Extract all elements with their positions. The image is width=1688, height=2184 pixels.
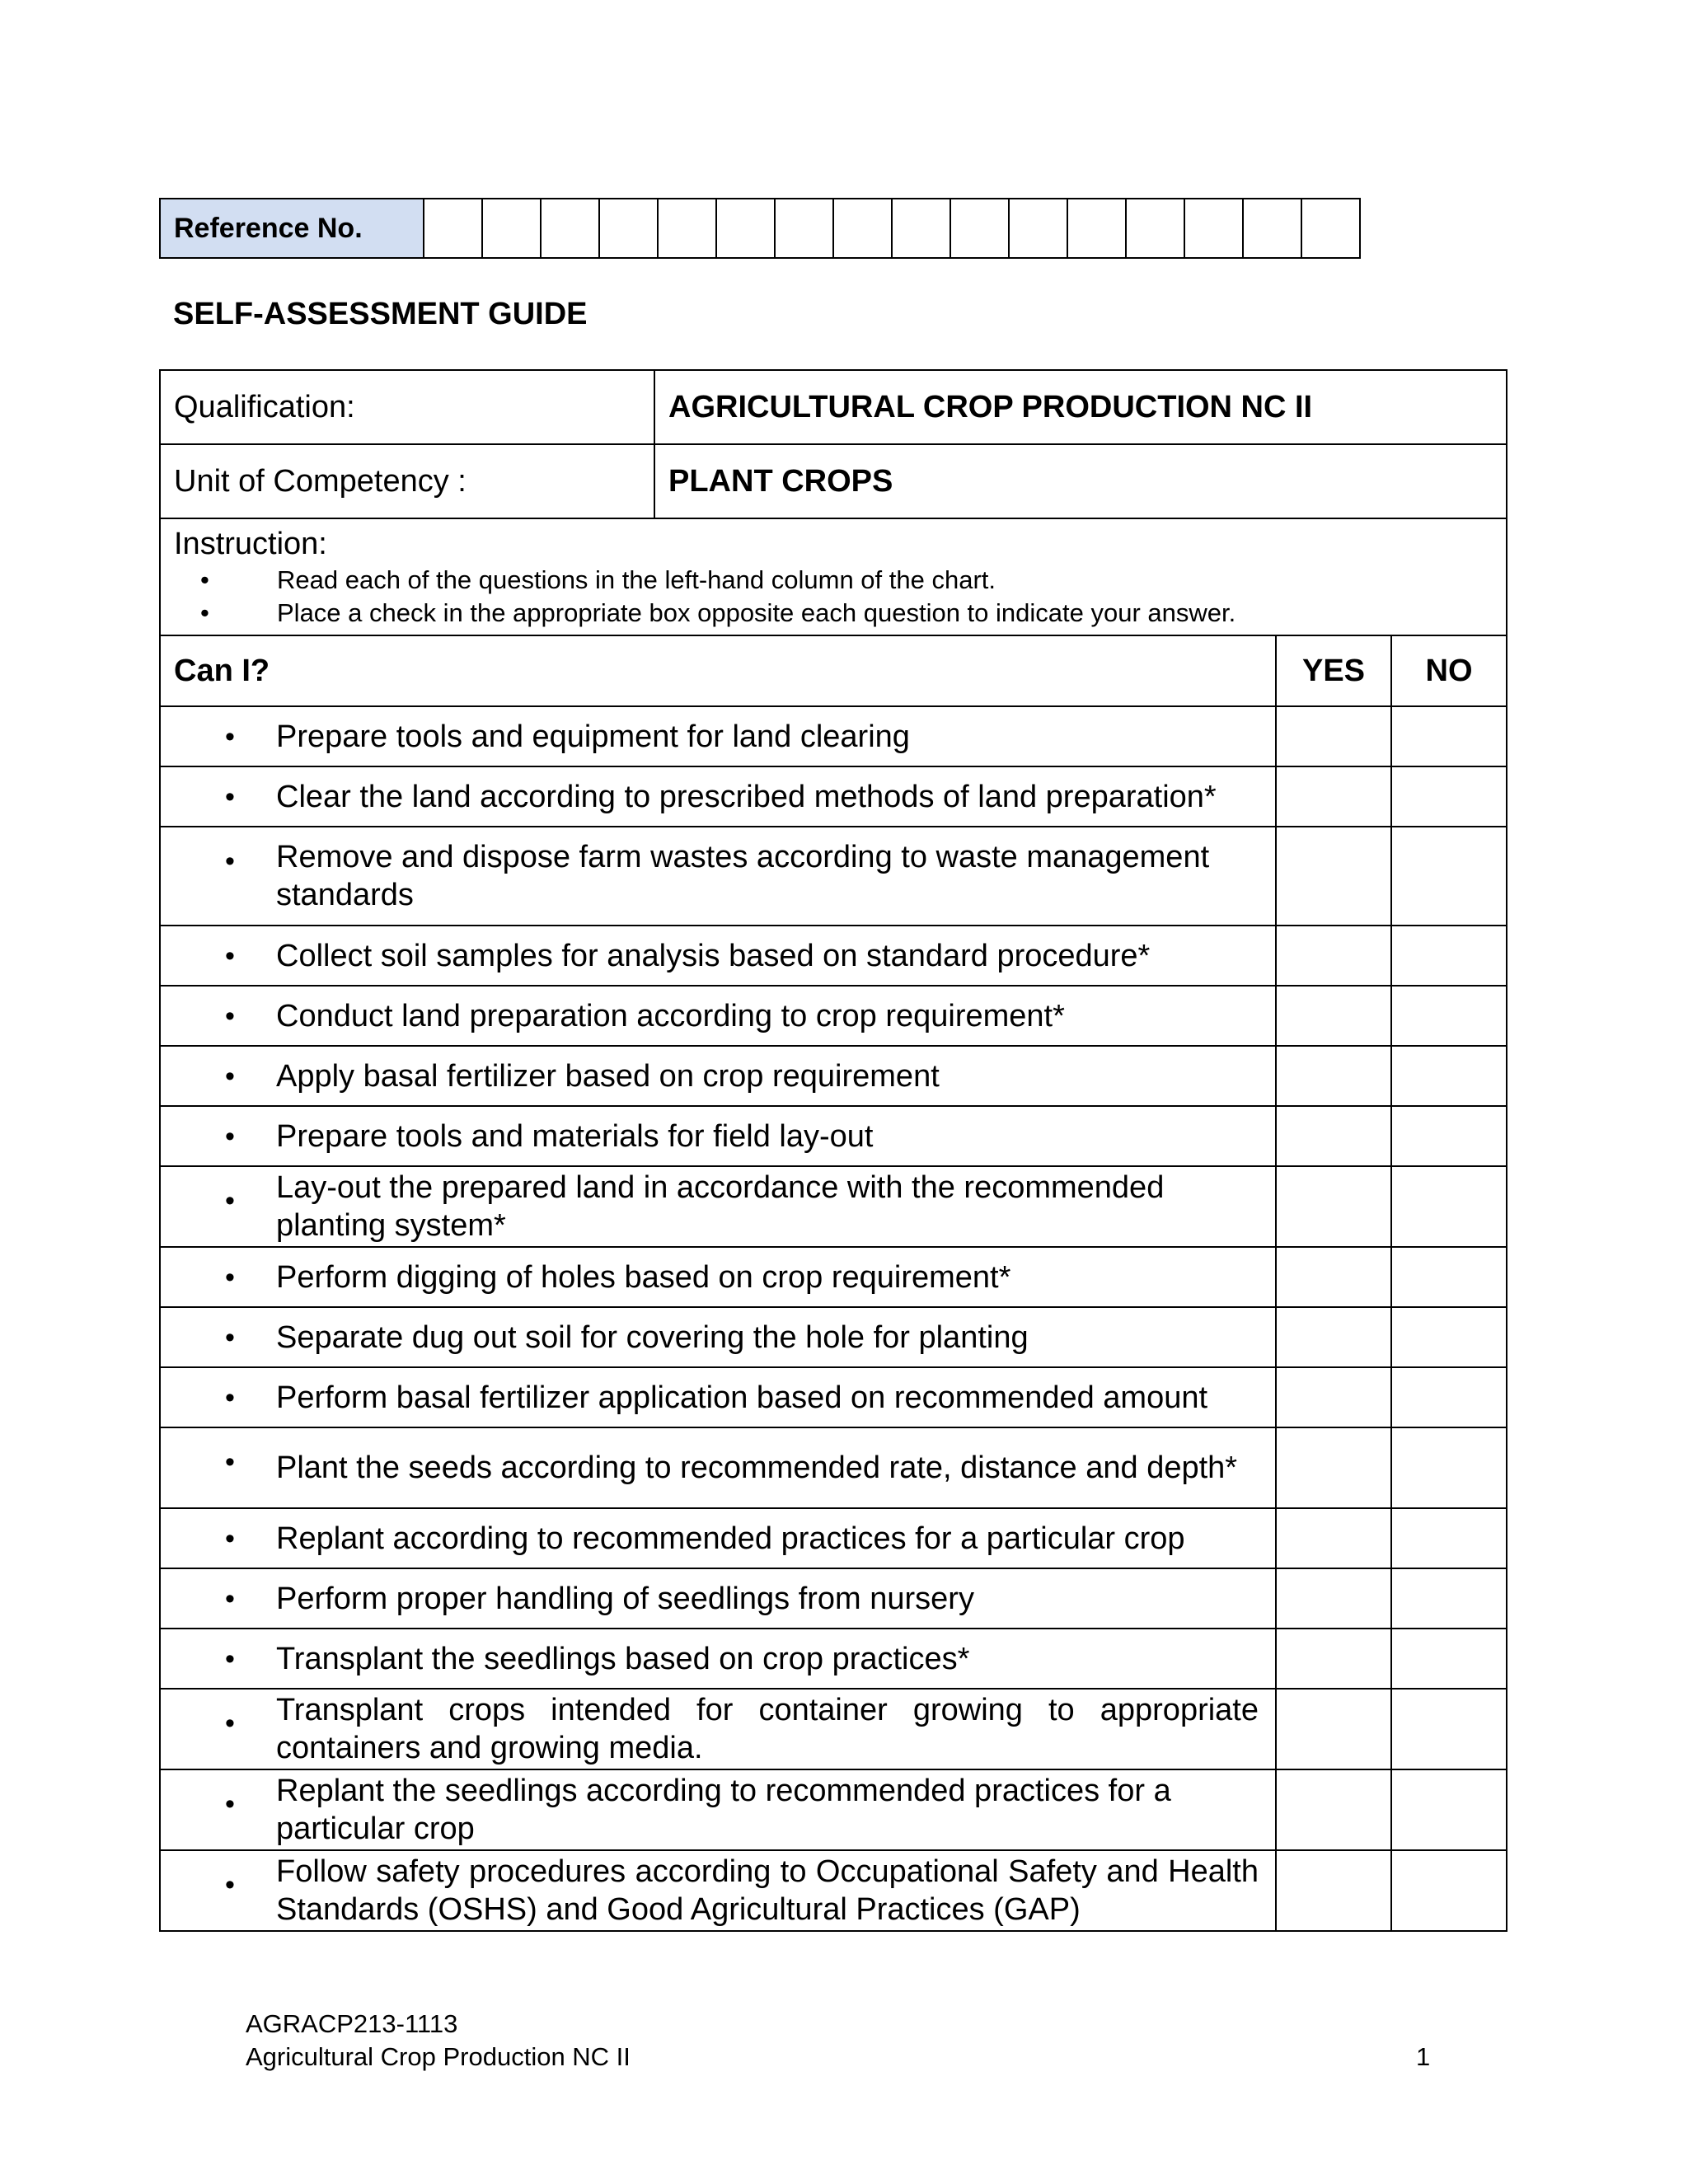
checklist-row [160,1046,1507,1106]
bullet-icon: • [225,1643,235,1675]
reference-box[interactable] [1126,199,1184,258]
bullet-icon: • [225,1321,235,1353]
bullet-icon: • [225,1582,235,1615]
yes-checkbox[interactable] [1276,706,1391,766]
can-i-header: Can I? [160,635,1276,706]
bullet-icon: • [225,780,235,813]
checklist-question [160,1247,1276,1307]
bullet-icon: • [225,1261,235,1293]
checklist-row [160,1106,1507,1166]
instruction-list [174,564,1506,630]
checklist-question [160,1367,1276,1427]
yes-checkbox[interactable] [1276,1166,1391,1247]
no-checkbox[interactable] [1391,706,1507,766]
no-checkbox[interactable] [1391,1769,1507,1850]
checklist-question [160,766,1276,827]
no-checkbox[interactable] [1391,926,1507,986]
question-text: Perform digging of holes based on crop requirement* [276,1259,1011,1295]
question-text: Clear the land according to prescribed methods of land preparation* [276,779,1217,814]
question-text: Apply basal fertilizer based on crop requirement [276,1058,940,1094]
instruction-cell [160,518,1507,635]
checklist-row [160,1629,1507,1689]
yes-checkbox[interactable] [1276,986,1391,1046]
reference-box[interactable] [1009,199,1067,258]
bullet-icon: • [225,1788,235,1820]
bullet-icon: • [225,1869,235,1900]
bullet-icon: • [225,1381,235,1413]
instruction-item: • Place a check in the appropriate box opposite each question to indicate your answer. [174,597,1506,630]
question-text: Separate dug out soil for covering the hole for planting [276,1319,1029,1355]
reference-box[interactable] [716,199,775,258]
reference-box[interactable] [599,199,658,258]
bullet-icon: • [225,1185,235,1216]
checklist-question [160,1307,1276,1367]
page-number: 1 [1416,2042,1431,2071]
checklist-row [160,1367,1507,1427]
checklist-row [160,706,1507,766]
no-checkbox[interactable] [1391,1689,1507,1769]
checklist-row [160,1427,1507,1508]
question-text: Replant the seedlings according to recommended practices for a particular crop [276,1774,1171,1846]
unit-label: Unit of Competency : [160,444,654,518]
question-text: Replant according to recommended practices for a particular crop [276,1521,1185,1556]
reference-box[interactable] [1067,199,1126,258]
reference-box[interactable] [424,199,482,258]
question-text: Prepare tools and equipment for land clearing [276,719,910,754]
bullet-icon: • [225,1446,235,1478]
bullet-icon: • [225,1000,235,1032]
reference-box[interactable] [1243,199,1301,258]
no-header: NO [1391,635,1507,706]
page-title: SELF-ASSESSMENT GUIDE [173,297,588,331]
question-text: Prepare tools and materials for field lay-out [276,1118,874,1154]
checklist-question [160,1106,1276,1166]
checklist-question [160,1629,1276,1689]
no-checkbox[interactable] [1391,1508,1507,1568]
yes-checkbox[interactable] [1276,827,1391,926]
checklist-row [160,1769,1507,1850]
no-checkbox[interactable] [1391,1307,1507,1367]
yes-checkbox[interactable] [1276,1769,1391,1850]
unit-row [160,444,1507,518]
checklist-question [160,706,1276,766]
checklist-question [160,986,1276,1046]
checklist-row [160,766,1507,827]
yes-checkbox[interactable] [1276,1247,1391,1307]
yes-checkbox[interactable] [1276,1689,1391,1769]
checklist-row [160,1166,1507,1247]
question-text: Follow safety procedures according to Occupational Safety and Health Standards (OSHS) and Good Agricultural Practices (GAP) [276,1854,1259,1927]
no-checkbox[interactable] [1391,986,1507,1046]
question-text: Conduct land preparation according to crop requirement* [276,998,1065,1033]
qualification-row [160,370,1507,444]
no-checkbox[interactable] [1391,766,1507,827]
checklist-header-row [160,635,1507,706]
no-checkbox[interactable] [1391,1367,1507,1427]
checklist-question [160,1166,1276,1247]
yes-checkbox[interactable] [1276,1850,1391,1931]
checklist-question [160,1427,1276,1508]
bullet-icon: • [225,1522,235,1554]
checklist-row [160,986,1507,1046]
checklist-row [160,1850,1507,1931]
no-checkbox[interactable] [1391,1046,1507,1106]
yes-checkbox[interactable] [1276,1307,1391,1367]
instruction-title: Instruction: [174,527,327,561]
reference-box[interactable] [892,199,950,258]
reference-box[interactable] [482,199,541,258]
reference-box[interactable] [775,199,833,258]
bullet-icon: • [225,1120,235,1152]
question-text: Collect soil samples for analysis based on standard procedure* [276,938,1151,973]
reference-label: Reference No. [160,199,424,258]
yes-checkbox[interactable] [1276,766,1391,827]
checklist-row [160,1568,1507,1629]
yes-checkbox[interactable] [1276,1508,1391,1568]
reference-box[interactable] [1184,199,1243,258]
self-assessment-table [159,369,1507,1932]
no-checkbox[interactable] [1391,1427,1507,1508]
no-checkbox[interactable] [1391,1166,1507,1247]
question-text: Plant the seeds according to recommended rate, distance and depth* [276,1451,1238,1485]
bullet-icon: • [225,720,235,752]
question-text: Remove and dispose farm wastes according to waste management standards [276,840,1210,912]
instruction-row [160,518,1507,635]
reference-box[interactable] [1301,199,1360,258]
qualification-value: AGRICULTURAL CROP PRODUCTION NC II [654,370,1507,444]
yes-checkbox[interactable] [1276,1427,1391,1508]
bullet-icon: • [225,1708,235,1739]
reference-box[interactable] [541,199,599,258]
checklist-row [160,1247,1507,1307]
checklist-row [160,1689,1507,1769]
checklist-row [160,1307,1507,1367]
unit-value: PLANT CROPS [654,444,1507,518]
instruction-item: • Read each of the questions in the left-hand column of the chart. [174,564,1506,597]
reference-box[interactable] [950,199,1009,258]
no-checkbox[interactable] [1391,1568,1507,1629]
checklist-question [160,1769,1276,1850]
yes-checkbox[interactable] [1276,1568,1391,1629]
question-text: Transplant crops intended for container growing to appropriate containers and growing media. [276,1693,1259,1765]
page-footer [246,2008,631,2074]
no-checkbox[interactable] [1391,1629,1507,1689]
no-checkbox[interactable] [1391,827,1507,926]
yes-checkbox[interactable] [1276,1629,1391,1689]
checklist-question [160,1508,1276,1568]
yes-header: YES [1276,635,1391,706]
checklist-question [160,1850,1276,1931]
yes-checkbox[interactable] [1276,1046,1391,1106]
footer-code: AGRACP213-1113 [246,2009,458,2038]
bullet-icon: • [225,846,235,877]
no-checkbox[interactable] [1391,1106,1507,1166]
no-checkbox[interactable] [1391,1850,1507,1931]
qualification-label: Qualification: [160,370,654,444]
yes-checkbox[interactable] [1276,1106,1391,1166]
reference-box[interactable] [658,199,716,258]
checklist-row [160,926,1507,986]
yes-checkbox[interactable] [1276,1367,1391,1427]
question-text: Perform basal fertilizer application based on recommended amount [276,1380,1208,1415]
bullet-icon: • [225,1060,235,1092]
checklist-row [160,827,1507,926]
bullet-icon: • [225,940,235,972]
reference-box[interactable] [833,199,892,258]
checklist-question [160,926,1276,986]
checklist-question [160,827,1276,926]
checklist-row [160,1508,1507,1568]
question-text: Transplant the seedlings based on crop practices* [276,1641,970,1676]
question-text: Lay-out the prepared land in accordance with the recommended planting system* [276,1170,1165,1243]
no-checkbox[interactable] [1391,1247,1507,1307]
checklist-question [160,1689,1276,1769]
question-text: Perform proper handling of seedlings from nursery [276,1581,974,1616]
yes-checkbox[interactable] [1276,926,1391,986]
checklist-question [160,1568,1276,1629]
reference-number-table [159,198,1361,259]
footer-name: Agricultural Crop Production NC II [246,2042,631,2071]
checklist-question [160,1046,1276,1106]
